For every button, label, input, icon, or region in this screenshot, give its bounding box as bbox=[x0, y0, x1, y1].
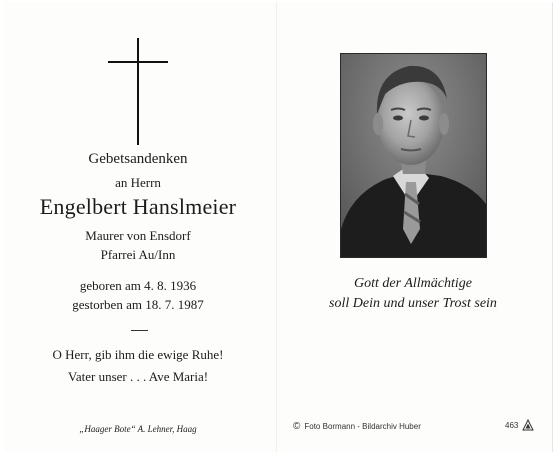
birth-date: geboren am 4. 8. 1936 bbox=[79, 278, 197, 293]
cross-icon bbox=[105, 38, 171, 146]
parish: Pfarrei Au/Inn bbox=[100, 247, 176, 262]
quote-line-1: Gott der Allmächtige bbox=[354, 276, 472, 291]
photo-credit-text: Foto Bormann - Bildarchiv Huber bbox=[304, 422, 421, 431]
heading: Gebetsandenken bbox=[88, 151, 188, 167]
divider bbox=[131, 330, 148, 331]
card-number: 463 bbox=[505, 421, 519, 430]
photo-credit bbox=[293, 421, 421, 432]
deceased-name: Engelbert Hanslmeier bbox=[39, 194, 237, 219]
occupation: Maurer von Ensdorf bbox=[85, 228, 191, 243]
prayer-line-1: O Herr, gib ihm die ewige Ruhe! bbox=[52, 347, 224, 362]
triangle-logo-icon bbox=[522, 419, 534, 431]
quote-line-2: soll Dein und unser Trost sein bbox=[329, 296, 497, 311]
dedication-line: an Herrn bbox=[115, 175, 161, 190]
scan-margin bbox=[0, 452, 560, 465]
death-date: gestorben am 18. 7. 1987 bbox=[72, 297, 204, 312]
copyright-icon: © bbox=[293, 421, 301, 432]
prayer-line-2: Vater unser . . . Ave Maria! bbox=[67, 369, 209, 384]
card-fold bbox=[276, 2, 277, 452]
portrait-photo bbox=[340, 53, 487, 258]
printer-imprint: „Haager Bote“ A. Lehner, Haag bbox=[79, 424, 197, 434]
